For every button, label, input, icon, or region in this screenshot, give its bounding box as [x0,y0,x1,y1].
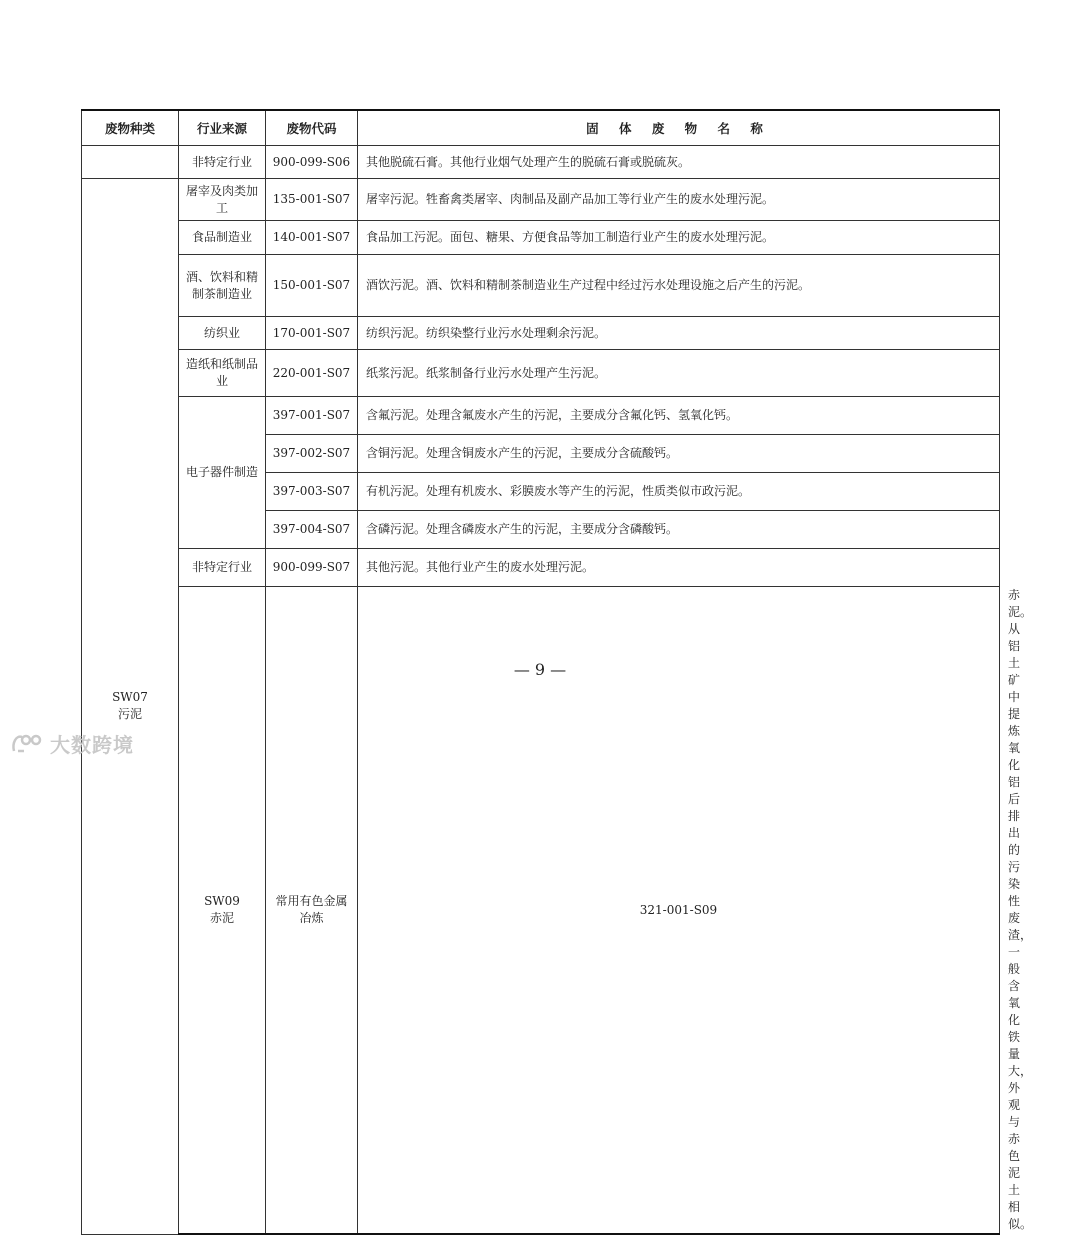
header-industry-source: 行业来源 [179,110,266,146]
waste-type-cell-sw09 [179,587,266,1235]
page-number: — 9 — [513,660,567,679]
table-row [82,146,1000,179]
waste-name-cell: 有机污泥。处理有机废水、彩膜废水等产生的污泥，性质类似市政污泥。 [358,473,1000,511]
table-row [82,179,1000,221]
waste-code-cell: 900-099-S06 [266,146,358,179]
header-waste-name: 固 体 废 物 名 称 [358,110,1000,146]
industry-source-cell: 食品制造业 [179,221,266,255]
table-row [82,317,1000,350]
industry-source-cell: 屠宰及肉类加工 [179,179,266,221]
waste-name-cell: 纸浆污泥。纸浆制备行业污水处理产生污泥。 [358,350,1000,397]
table-row [82,549,1000,587]
waste-type-code: SW09 [204,894,240,908]
table-row: SW09 赤泥 常用有色金属冶炼 321-001-S09 赤泥。从铝土矿中提炼氧化铝后排出的污染性废渣，一般含氧化铁量大，外观与赤色泥土相似。 [82,587,1000,1235]
waste-code-cell: 321-001-S09 [358,587,1000,1235]
watermark-text: 大数跨境 [50,732,134,757]
waste-code-cell: 140-001-S07 [266,221,358,255]
waste-type-cell-sw07 [82,179,179,1235]
waste-name-cell: 其他污泥。其他行业产生的废水处理污泥。 [358,549,1000,587]
table-header-row [82,110,1000,146]
table-row [82,255,1000,317]
waste-name-cell: 其他脱硫石膏。其他行业烟气处理产生的脱硫石膏或脱硫灰。 [358,146,1000,179]
waste-name-cell: 食品加工污泥。面包、糖果、方便食品等加工制造行业产生的废水处理污泥。 [358,221,1000,255]
waste-code-cell: 397-001-S07 [266,397,358,435]
industry-source-cell: 电子器件制造 [179,397,266,549]
waste-code-cell: 170-001-S07 [266,317,358,350]
waste-code-cell: 397-003-S07 [266,473,358,511]
waste-code-cell: 397-004-S07 [266,511,358,549]
industry-source-cell: 造纸和纸制品业 [179,350,266,397]
table-row [82,221,1000,255]
table-row [82,397,1000,435]
industry-source-cell: 非特定行业 [179,146,266,179]
industry-source-cell: 酒、饮料和精制茶制造业 [179,255,266,317]
waste-name-cell: 含氟污泥。处理含氟废水产生的污泥，主要成分含氟化钙、氢氧化钙。 [358,397,1000,435]
waste-code-cell: 150-001-S07 [266,255,358,317]
waste-name-cell: 屠宰污泥。牲畜禽类屠宰、肉制品及副产品加工等行业产生的废水处理污泥。 [358,179,1000,221]
waste-type-name: 赤泥 [209,911,234,925]
waste-name-cell: 含铜污泥。处理含铜废水产生的污泥，主要成分含硫酸钙。 [358,435,1000,473]
waste-code-cell: 220-001-S07 [266,350,358,397]
header-waste-type: 废物种类 [82,110,179,146]
waste-name-cell: 纺织污泥。纺织染整行业污水处理剩余污泥。 [358,317,1000,350]
waste-code-cell: 900-099-S07 [266,549,358,587]
waste-name-cell: 酒饮污泥。酒、饮料和精制茶制造业生产过程中经过污水处理设施之后产生的污泥。 [358,255,1000,317]
waste-type-cell-empty [82,146,179,179]
watermark-logo-icon [10,731,44,755]
industry-source-cell: 常用有色金属冶炼 [266,587,358,1235]
waste-code-cell: 397-002-S07 [266,435,358,473]
waste-type-name: 污泥 [117,707,142,722]
industry-source-cell: 非特定行业 [179,549,266,587]
industry-source-cell: 纺织业 [179,317,266,350]
header-waste-code: 废物代码 [266,110,358,146]
waste-type-code: SW07 [112,690,148,705]
table-row [82,350,1000,397]
waste-name-cell: 含磷污泥。处理含磷废水产生的污泥，主要成分含磷酸钙。 [358,511,1000,549]
waste-code-cell: 135-001-S07 [266,179,358,221]
watermark [10,728,134,758]
